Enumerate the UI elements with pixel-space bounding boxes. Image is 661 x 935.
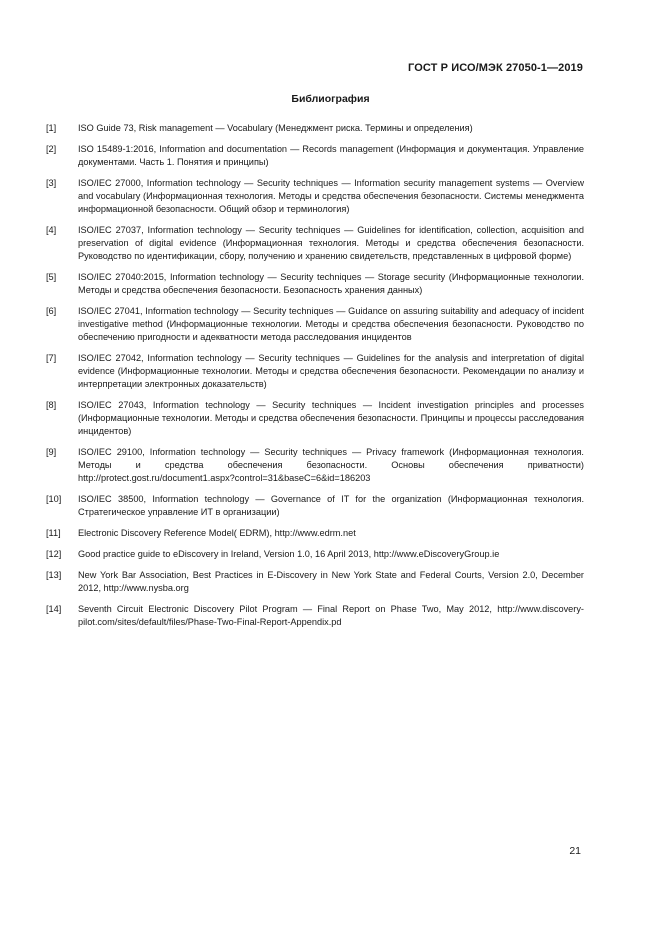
bibliography-title: Библиография bbox=[291, 93, 370, 105]
reference-item bbox=[46, 143, 584, 169]
reference-number: [6] bbox=[46, 306, 57, 316]
reference-item bbox=[46, 177, 584, 216]
reference-number: [2] bbox=[46, 144, 57, 154]
reference-number: [14] bbox=[46, 604, 62, 614]
reference-text: ISO/IEC 27000, Information technology — Security techniques — Information security management systems — Overview and vocabulary (Информационная технология. Методы и средства обеспечения безопасности. Системы менеджмента информационной безопасности. Общий обзор и терминология) bbox=[78, 178, 584, 214]
reference-text: Electronic Discovery Reference Model( EDRM), http://www.edrm.net bbox=[78, 528, 356, 538]
reference-number: [5] bbox=[46, 272, 57, 282]
reference-number: [11] bbox=[46, 528, 61, 538]
reference-text: ISO 15489-1:2016, Information and documentation — Records management (Информация и документация. Управление документами. Часть 1. Понятия и принципы) bbox=[78, 144, 584, 167]
reference-item bbox=[46, 493, 584, 519]
reference-text: Seventh Circuit Electronic Discovery Pilot Program — Final Report on Phase Two, May 2012, http://www.discovery-pilot.com/sites/default/files/Phase-Two-Final-Report-Appendix.pd bbox=[78, 604, 584, 627]
reference-item bbox=[46, 122, 584, 135]
reference-number: [13] bbox=[46, 570, 62, 580]
bibliography-list bbox=[46, 122, 584, 637]
reference-text: ISO/IEC 27041, Information technology — Security techniques — Guidance on assuring suitability and adequacy of incident investigative method (Информационные технологии. Методы и средства обеспечения безопасности. Руководство по обеспечению пригодности и адекватности метода расследования инцидентов bbox=[78, 306, 584, 342]
reference-text: ISO/IEC 27040:2015, Information technology — Security techniques — Storage security (Информационные технологии. Методы и средства обеспечения безопасности. Безопасность хранения данных) bbox=[78, 272, 584, 295]
reference-item bbox=[46, 527, 584, 540]
reference-number: [3] bbox=[46, 178, 57, 188]
reference-item bbox=[46, 352, 584, 391]
reference-text: ISO/IEC 27037, Information technology — Security techniques — Guidelines for identification, collection, acquisition and preservation of digital evidence (Информационная технология. Методы и средства обеспечения безопасности. Руководство по идентификации, сбору, получению и хранению свидетельств, представленных в цифровой форме) bbox=[78, 225, 584, 261]
reference-number: [1] bbox=[46, 123, 57, 133]
reference-text: New York Bar Association, Best Practices in E-Discovery in New York State and Federal Courts, Version 2.0, December 2012, http://www.nysba.org bbox=[78, 570, 584, 593]
reference-number: [12] bbox=[46, 549, 62, 559]
reference-item bbox=[46, 399, 584, 438]
reference-text: ISO Guide 73, Risk management — Vocabulary (Менеджмент риска. Термины и определения) bbox=[78, 123, 473, 133]
reference-number: [7] bbox=[46, 353, 57, 363]
reference-text: ISO/IEC 38500, Information technology — Governance of IT for the organization (Информационная технология. Стратегическое управление ИТ в организации) bbox=[78, 494, 584, 517]
reference-text: ISO/IEC 27043, Information technology — Security techniques — Incident investigation principles and processes (Информационные технологии. Методы и средства обеспечения безопасности. Принципы и процессы расследования инцидентов) bbox=[78, 400, 584, 436]
reference-text: ISO/IEC 29100, Information technology — Security techniques — Privacy framework (Информационная технология. Методы и средства обеспечения безопасности. Основы обеспечения приватности) http://protect.gost.ru/document1.aspx?control=31&baseC=6&id=186203 bbox=[78, 447, 584, 483]
reference-number: [9] bbox=[46, 447, 57, 457]
reference-number: [10] bbox=[46, 494, 62, 504]
reference-number: [8] bbox=[46, 400, 57, 410]
reference-item bbox=[46, 569, 584, 595]
document-header: ГОСТ Р ИСО/МЭК 27050-1—2019 bbox=[408, 62, 583, 74]
reference-item bbox=[46, 446, 584, 485]
page-number: 21 bbox=[569, 845, 581, 857]
reference-item bbox=[46, 224, 584, 263]
reference-text: Good practice guide to eDiscovery in Ireland, Version 1.0, 16 April 2013, http://www.eDiscoveryGroup.ie bbox=[78, 549, 500, 559]
reference-item bbox=[46, 305, 584, 344]
reference-item bbox=[46, 548, 584, 561]
reference-text: ISO/IEC 27042, Information technology — Security techniques — Guidelines for the analysis and interpretation of digital evidence (Информационные технологии. Методы и средства обеспечения безопасности. Рекомендации по анализу и интерпретации электронных доказательств) bbox=[78, 353, 584, 389]
reference-item bbox=[46, 271, 584, 297]
reference-number: [4] bbox=[46, 225, 57, 235]
reference-item bbox=[46, 603, 584, 629]
